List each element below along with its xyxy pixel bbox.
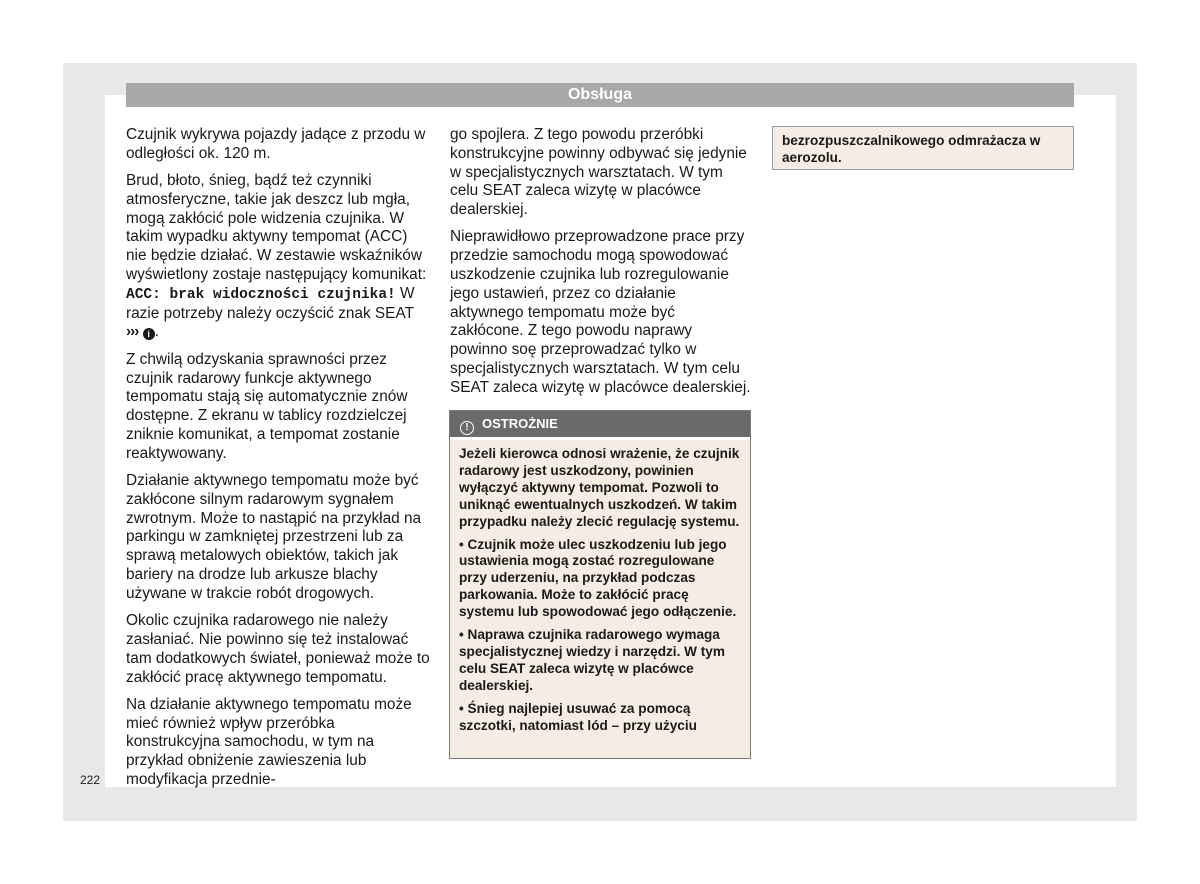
caution-title: OSTROŻNIE — [482, 416, 558, 431]
paragraph: Działanie aktywnego tempomatu może być zakłócone silnym radarowym sygnałem zwrotnym. Może to nastąpić na przykład na parkingu w zamkniętej przestrzeni lub za sprawą metalowych obiektów, takich jak bariery na drodze lub arkusze blachy używane w trakcie robót drogowych. — [126, 472, 422, 602]
caution-bullet: • Śnieg najlepiej usuwać za pomocą szczotki, natomiast lód – przy użyciu — [459, 700, 697, 733]
warning-icon: ! — [460, 421, 474, 435]
caution-bullet: • Naprawa czujnika radarowego wymaga specjalistycznej wiedzy i narzędzi. W tym celu SEAT zaleca wizytę w placówce dealerskiej. — [459, 627, 725, 693]
paragraph: Czujnik wykrywa pojazdy jadące z przodu w odległości ok. 120 m. — [126, 126, 426, 162]
paragraph: Okolic czujnika radarowego nie należy zasłaniać. Nie powinno się też instalować tam dodatkowych świateł, ponieważ może to zakłócić pracę aktywnego tempomatu. — [126, 612, 430, 686]
cross-reference-arrows[interactable]: ››› — [126, 323, 139, 341]
paragraph: Z chwilą odzyskania sprawności przez czujnik radarowy funkcje aktywnego tempomatu stają się automatycznie znów dostępne. Z ekranu w tablicy rozdzielczej zniknie komunikat, a tempomat zostanie reaktywowany. — [126, 350, 408, 462]
paragraph: Na działanie aktywnego tempomatu może mieć również wpływ przeróbka konstrukcyjna samochodu, w tym na przykład obniżenie zawieszenia lub modyfikacja przednie- — [126, 695, 412, 788]
caution-bullet: • Czujnik może ulec uszkodzeniu lub jego ustawienia mogą zostać rozregulowane przy uderzeniu, na przykład podczas parkowania. Może to zakłócić pracę systemu lub spowodować jego odłączenie. — [459, 536, 737, 620]
info-icon: i — [143, 328, 155, 340]
paragraph-text: W razie potrzeby należy oczyścić znak SEAT — [126, 284, 415, 322]
text-column-left — [126, 126, 430, 798]
caution-continuation-text: bezrozpuszczalnikowego odmrażacza w aerozolu. — [782, 133, 1041, 165]
caution-header — [450, 411, 750, 437]
paragraph: go spojlera. Z tego powodu przeróbki konstrukcyjne powinny odbywać się jedynie w specjalistycznych warsztatach. W tym celu SEAT zaleca wizytę w placówce dealerskiej. — [450, 126, 747, 219]
display-message: ACC: brak widoczności czujnika! — [126, 286, 396, 303]
paragraph: Nieprawidłowo przeprowadzone prace przy przedzie samochodu mogą spowodować uszkodzenie czujnika lub rozregulowanie jego ustawień, przez co działanie aktywnego tempomatu może być zakłócone. Z tego powodu naprawy powinno soę przeprowadzać tylko w specjalistycznych warsztatach. W tym celu SEAT zaleca wizytę w placówce dealerskiej. — [450, 228, 751, 396]
text-column-middle — [450, 126, 752, 406]
paragraph-text: . — [154, 323, 159, 341]
paragraph — [126, 172, 430, 342]
caution-box — [449, 410, 751, 759]
caution-body — [450, 440, 750, 735]
caution-paragraph: Jeżeli kierowca odnosi wrażenie, że czujnik radarowy jest uszkodzony, powinien wyłączyć aktywny tempomat. Pozwoli to uniknąć ewentualnych uszkodzeń. W takim przypadku należy zlecić regulację systemu. — [459, 446, 740, 529]
caution-continuation-box — [772, 126, 1074, 170]
section-header: Obsługa — [126, 83, 1074, 107]
page-number: 222 — [80, 773, 101, 787]
paragraph-text: Brud, błoto, śnieg, bądź też czynniki atmosferyczne, takie jak deszcz lub mgła, mogą zakłócić pole widzenia czujnika. W takim wypadku aktywny tempomat (ACC) nie będzie działać. W zestawie wskaźników wyświetlony zostaje następujący komunikat: — [126, 172, 427, 284]
